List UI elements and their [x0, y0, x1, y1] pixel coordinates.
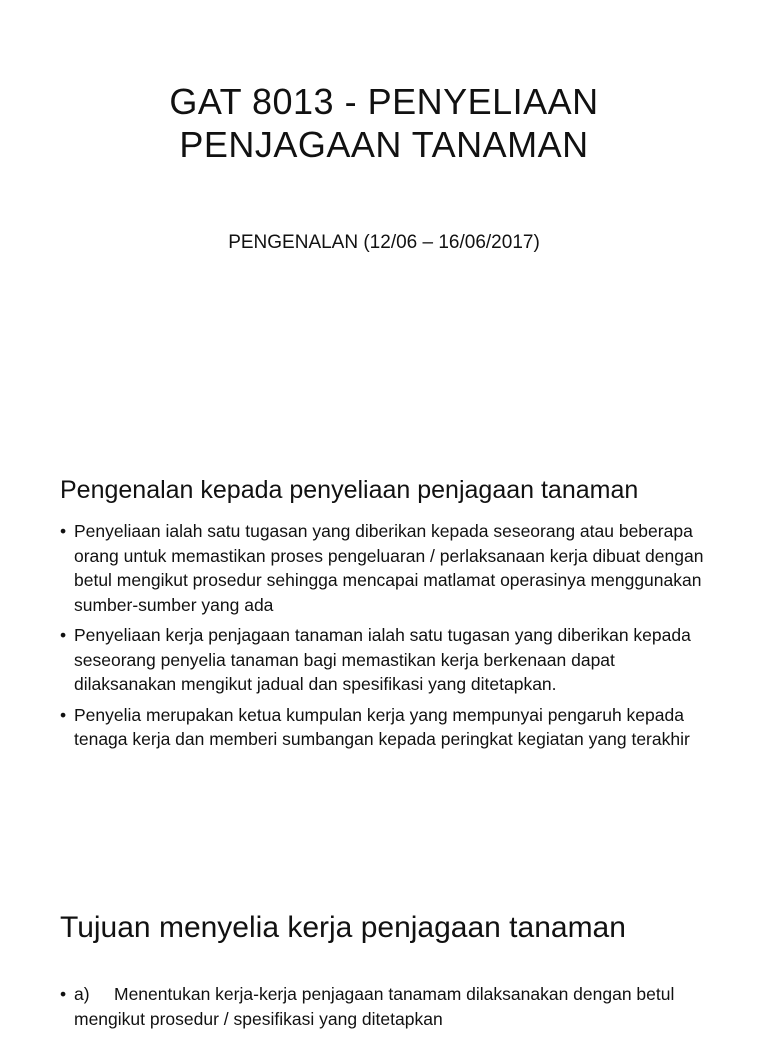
- list-item: [60, 623, 718, 697]
- bullet-list: [60, 982, 718, 1037]
- purpose-slide: [0, 860, 768, 1029]
- list-item-marker: a): [74, 984, 90, 1004]
- intro-slide: [0, 430, 768, 860]
- bullet-icon: •: [60, 625, 67, 645]
- bullet-list: [60, 519, 718, 758]
- list-item-text: Penyeliaan ialah satu tugasan yang diberikan kepada seseorang atau beberapa orang untuk memastikan proses pengeluaran / perlaksanaan kerja dibuat dengan betul mengikut prosedur sehingga mencapai matlamat operasinya menggunakan sumber-sumber yang ada: [74, 521, 704, 615]
- list-item-text: Menentukan kerja-kerja penjagaan tanamam dilaksanakan dengan betul mengikut prosedur / spesifikasi yang ditetapkan: [74, 984, 675, 1029]
- title-slide: [0, 0, 768, 430]
- list-item-text: Penyeliaan kerja penjagaan tanaman ialah satu tugasan yang diberikan kepada seseorang penyelia tanaman bagi memastikan kerja berkenaan dapat dilaksanakan mengikut jadual dan spesifikasi yang ditetapkan.: [74, 625, 691, 694]
- slide-title-line-2: PENJAGAAN TANAMAN: [179, 124, 589, 165]
- slide-title: [0, 80, 768, 166]
- list-item-text: Penyelia merupakan ketua kumpulan kerja yang mempunyai pengaruh kepada tenaga kerja dan memberi sumbangan kepada peringkat kegiatan yang terakhir: [74, 704, 690, 749]
- bullet-icon: •: [60, 984, 67, 1004]
- slide-subtitle: PENGENALAN (12/06 – 16/06/2017): [228, 232, 540, 253]
- slide-title-line-1: GAT 8013 - PENYELIAAN: [169, 81, 599, 122]
- list-item: [60, 519, 718, 617]
- bullet-icon: •: [60, 521, 67, 541]
- bullet-icon: •: [60, 704, 67, 725]
- slide-heading: Tujuan menyelia kerja penjagaan tanaman: [60, 911, 626, 944]
- slide-heading: Pengenalan kepada penyeliaan penjagaan tanaman: [60, 476, 639, 504]
- list-item: [60, 703, 718, 752]
